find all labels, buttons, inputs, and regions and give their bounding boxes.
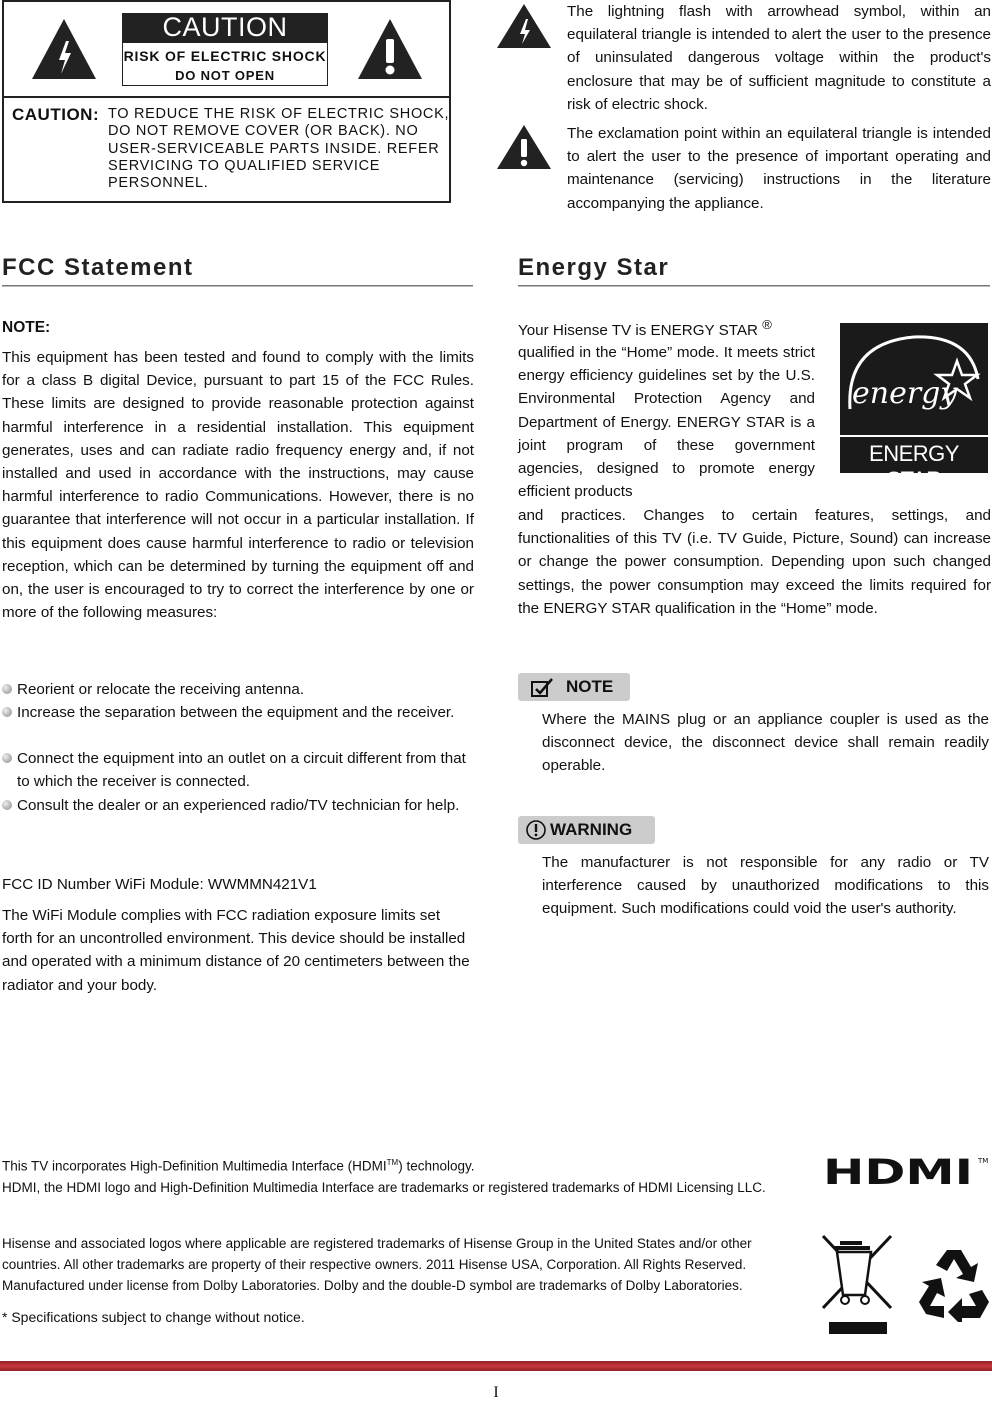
bullet-icon xyxy=(2,753,12,763)
energy-star-swoosh-icon xyxy=(840,323,988,435)
bullet-icon xyxy=(2,707,12,717)
list-item: Consult the dealer or an experienced radio/TV technician for help. xyxy=(2,794,472,817)
caution-body: TO REDUCE THE RISK OF ELECTRIC SHOCK, DO NOT REMOVE COVER (OR BACK). NO USER-SERVICEABLE PARTS INSIDE. REFER SERVICING TO QUALIFIED SERVICE PERSONNEL. xyxy=(108,106,450,192)
lightning-warning-icon xyxy=(496,3,552,49)
hdmi-line-2: HDMI, the HDMI logo and High-Definition Multimedia Interface are trademarks or registered trademarks of HDMI Licensing LLC. xyxy=(2,1179,766,1195)
exclamation-warning-icon xyxy=(496,124,552,170)
wifi-exposure-text: The WiFi Module complies with FCC radiation exposure limits set forth for an uncontrolled environment. This device should be installed and operated with a minimum distance of 20 centimeters between the radiator and your body. xyxy=(2,907,470,994)
list-item: Reorient or relocate the receiving antenna. xyxy=(2,678,472,701)
fcc-note-label: NOTE: xyxy=(2,319,51,336)
hdmi-line-1: This TV incorporates High-Definition Multimedia Interface (HDMI™) technology. xyxy=(2,1158,475,1174)
note-label: NOTE xyxy=(566,677,614,696)
energy-script-label: energy xyxy=(852,376,958,411)
svg-text:TM: TM xyxy=(978,1157,989,1165)
list-item: Increase the separation between the equipment and the receiver. xyxy=(2,701,472,724)
hdmi-logo-text: HDMI xyxy=(823,1154,973,1188)
energy-title-rule xyxy=(518,285,990,287)
caution-label: CAUTION: xyxy=(12,105,100,124)
lightning-warning-icon xyxy=(30,17,98,81)
energy-body: and practices. Changes to certain features, settings, and functionalities of this TV (i.e. TV Guide, Picture, Sound) can increase or change the power consumption. Depending upon such changed settings, the power consumption may exceed the limits required for the ENERGY STAR qualification in the “Home” mode. xyxy=(518,507,991,617)
hdmi-notice xyxy=(2,1152,802,1198)
fcc-id-number: FCC ID Number WiFi Module: WWMMN421V1 xyxy=(2,876,317,893)
caution-heading: CAUTION xyxy=(122,13,328,42)
caution-divider xyxy=(2,96,451,98)
fcc-title: FCC Statement xyxy=(2,254,194,281)
warning-alert-icon xyxy=(524,818,548,842)
lightning-symbol-description: The lightning flash with arrowhead symbol, within an equilateral triangle is intended to alert the user to the presence of uninsulated dangerous voltage within the product's enclosure that may be of sufficient magnitude to constitute a risk of electric shock. xyxy=(567,3,991,113)
caution-do-not-open: DO NOT OPEN xyxy=(175,68,275,83)
warning-text: The manufacturer is not responsible for any radio or TV interference caused by unauthorized modifications to this equipment. Such modifications could void the user's authority. xyxy=(542,854,989,918)
trademark-text: Hisense and associated logos where applicable are registered trademarks of Hisense Group in the United States and/or other countries. All other trademarks are property of their respective owners. 2011 Hisense USA, Corporation. All Rights Reserved. Manufactured under license from Dolby Laboratories. Dolby and the double-D symbol are trademarks of Dolby Laboratories. xyxy=(2,1236,752,1293)
spec-note: * Specifications subject to change without notice. xyxy=(2,1309,305,1325)
energy-star-title: Energy Star xyxy=(518,254,670,281)
note-edit-icon xyxy=(530,676,556,698)
hdmi-logo xyxy=(823,1154,992,1188)
note-text: Where the MAINS plug or an appliance coupler is used as the disconnect device, the disconnect device shall remain readily operable. xyxy=(542,711,989,775)
warning-tag xyxy=(518,816,655,844)
energy-star-logo-label: ENERGY STAR xyxy=(869,441,959,492)
fcc-body: This equipment has been tested and found to comply with the limits for a class B digital Device, pursuant to part 15 of the FCC Rules. These limits are designed to provide reasonable protection against harmful interference in a residential installation. This equipment generates, uses and can radiate radio frequency energy and, if not installed and used in accordance with the instructions, may cause harmful interference to radio Communications. However, there is no guarantee that interference will not occur in a particular installation. If this equipment does cause harmful interference to radio or television reception, which can be determined by turning the equipment off and on, the user is encouraged to try to correct the interference by one or more of the following measures: xyxy=(2,349,474,622)
energy-logo-divider xyxy=(840,435,988,437)
warning-label: WARNING xyxy=(550,820,633,839)
footer-accent-bar xyxy=(0,1361,992,1371)
page-number: I xyxy=(493,1384,499,1401)
recycle-icon xyxy=(916,1246,992,1322)
weee-crossed-bin-icon xyxy=(820,1233,894,1337)
energy-intro: Your Hisense TV is ENERGY STAR ® xyxy=(518,317,772,340)
note-tag xyxy=(518,673,630,701)
energy-star-logo xyxy=(840,323,988,492)
list-item: Connect the equipment into an outlet on a circuit different from that to which the receiver is connected. xyxy=(2,747,472,793)
exclamation-symbol-description: The exclamation point within an equilateral triangle is intended to alert the user to the presence of important operating and maintenance (servicing) instructions in the literature accompanying the appliance. xyxy=(567,125,991,212)
exclamation-warning-icon xyxy=(356,17,424,81)
energy-body-side: qualified in the “Home” mode. It meets strict energy efficiency guidelines set by the U.S. Environmental Protection Agency and Department of Energy. ENERGY STAR is a joint program of these government agencies, designed to promote energy efficient products xyxy=(518,344,815,501)
bullet-icon xyxy=(2,684,12,694)
bullet-icon xyxy=(2,800,12,810)
caution-risk-line: RISK OF ELECTRIC SHOCK xyxy=(123,48,327,64)
hdmi-logo-mark xyxy=(823,1154,992,1188)
fcc-title-rule xyxy=(2,285,473,287)
